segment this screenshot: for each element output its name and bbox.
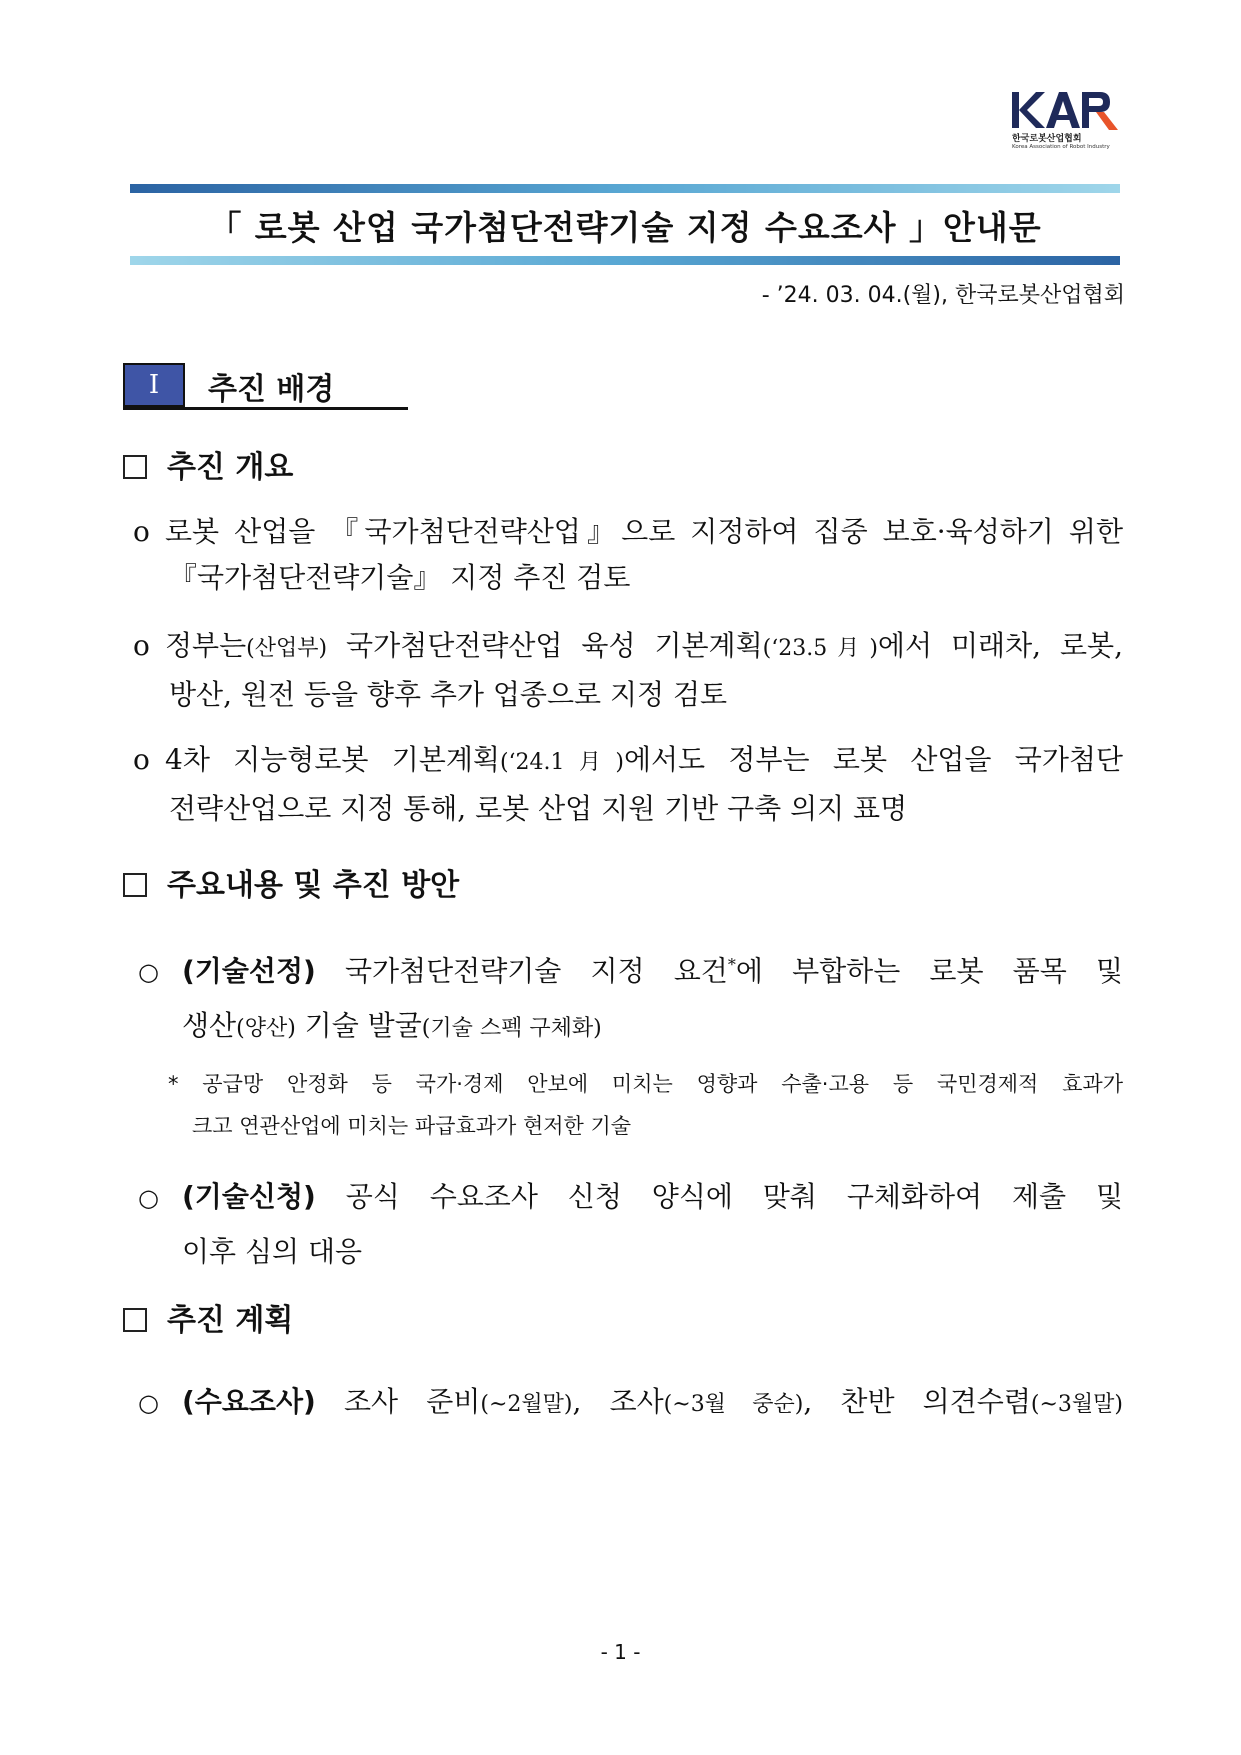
subheading-plan [123, 860, 459, 904]
overview-item-3-line1: o 4차 지능형로봇 기본계획(‘24.1月)에서도 정부는 로봇 산업을 국가첨단 [133, 737, 1123, 786]
plan-item-1-line2: 생산(양산) 기술 발굴(기술 스펙 구체화) [182, 1009, 602, 1043]
bullet-icon: o [133, 515, 150, 548]
plan-item-2 [138, 1170, 1123, 1279]
kar-logo [1008, 88, 1126, 154]
title-bar-bottom [130, 256, 1120, 265]
plan-footnote-line2: 크고 연관산업에 미치는 파급효과가 현저한 기술 [192, 1114, 632, 1138]
plan-item-1 [138, 938, 1123, 1056]
circle-bullet-icon: ○ [138, 958, 159, 987]
schedule-item [138, 1375, 1123, 1432]
overview-item-1 [133, 509, 1123, 601]
section-underline [123, 407, 408, 410]
plan-item-2-line1: ○ (기술신청) 공식 수요조사 신청 양식에 맞춰 구체화하여 제출 및 [138, 1170, 1123, 1225]
overview-item-2 [133, 623, 1123, 718]
subheading-label: 주요내용 및 추진 방안 [167, 868, 460, 903]
bullet-icon: o [133, 629, 150, 662]
checkbox-square-icon [123, 873, 147, 897]
dateline: - ’24. 03. 04.(월), 한국로봇산업협회 [761, 283, 1125, 308]
subheading-label: 추진 개요 [167, 450, 294, 485]
circle-bullet-icon: ○ [138, 1389, 159, 1417]
bullet-icon: o [133, 743, 150, 776]
page-number: - 1 - [600, 1640, 641, 1664]
subheading-label: 추진 계획 [167, 1303, 294, 1338]
overview-item-1-line2: 『국가첨단전략기술』 지정 추진 검토 [169, 561, 631, 594]
plan-item-1-line1: ○ (기술선정) 국가첨단전략기술 지정 요건*에 부합하는 로봇 품목 및 [138, 938, 1123, 999]
subheading-overview [123, 442, 293, 486]
plan-footnote [168, 1063, 1123, 1147]
section-title: 추진 배경 [208, 372, 335, 407]
overview-item-2-line2: 방산, 원전 등을 향후 추가 업종으로 지정 검토 [169, 678, 728, 711]
kar-logo-mark [1008, 88, 1120, 134]
checkbox-square-icon [123, 1308, 147, 1332]
overview-item-3-line2: 전략산업으로 지정 통해, 로봇 산업 지원 기반 구축 의지 표명 [169, 792, 908, 825]
section-number-box: I [123, 363, 185, 407]
schedule-item-line1: ○ (수요조사) 조사 준비(~2월말), 조사(~3월 중순), 찬반 의견수렴(~3월말) [138, 1375, 1123, 1432]
plan-item-2-line2: 이후 심의 대응 [182, 1235, 363, 1268]
subheading-schedule [123, 1295, 293, 1339]
circle-bullet-icon: ○ [138, 1184, 159, 1212]
checkbox-square-icon [123, 455, 147, 479]
logo-english-name: Korea Association of Robot Industry [1012, 144, 1110, 150]
title-bar-top [130, 184, 1120, 193]
logo-korean-name: 한국로봇산업협회 [1012, 134, 1082, 144]
overview-item-1-line1: o 로봇 산업을 『국가첨단전략산업』으로 지정하여 집중 보호·육성하기 위한 [133, 509, 1123, 555]
plan-footnote-line1: * 공급망 안정화 등 국가·경제 안보에 미치는 영향과 수출·고용 등 국민경제적 효과가 [168, 1072, 1123, 1096]
overview-item-3 [133, 737, 1123, 832]
document-title: 「 로봇 산업 국가첨단전략기술 지정 수요조사 」안내문 [208, 208, 1042, 247]
overview-item-2-line1: o 정부는(산업부) 국가첨단전략산업 육성 기본계획(‘23.5月)에서 미래차, 로봇, [133, 623, 1123, 672]
